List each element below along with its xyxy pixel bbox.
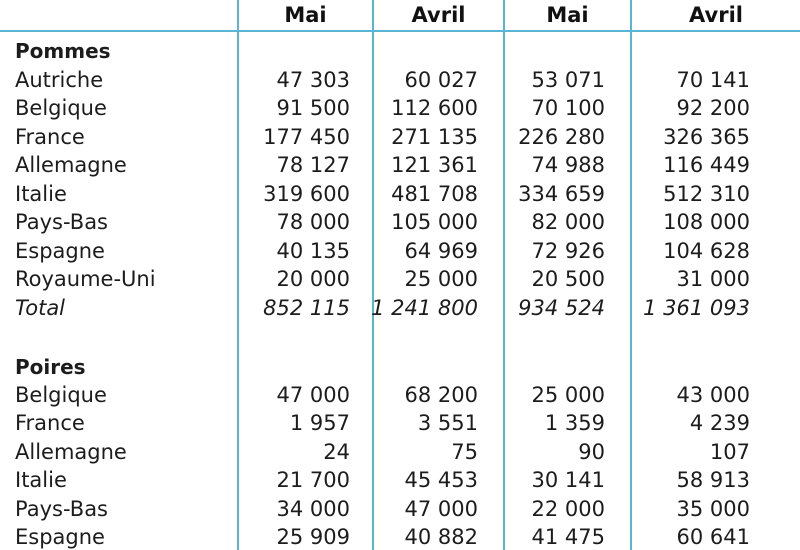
table-row bbox=[0, 265, 800, 293]
cell: 91 500 bbox=[276, 96, 350, 120]
column-header-2: Avril bbox=[411, 3, 466, 27]
cell: 92 200 bbox=[676, 96, 750, 120]
cell: 112 600 bbox=[391, 96, 478, 120]
cell: 934 524 bbox=[518, 296, 605, 320]
cell: 58 913 bbox=[676, 468, 750, 492]
section-header-poires bbox=[0, 353, 800, 381]
cell: 64 969 bbox=[404, 239, 478, 263]
cell: 35 000 bbox=[676, 497, 750, 521]
row-label: Italie bbox=[15, 468, 67, 492]
row-label: Belgique bbox=[15, 383, 107, 407]
cell: 25 000 bbox=[531, 383, 605, 407]
header-divider bbox=[0, 30, 800, 32]
cell: 116 449 bbox=[663, 153, 750, 177]
row-label: France bbox=[15, 125, 85, 149]
cell: 1 361 093 bbox=[643, 296, 750, 320]
cell: 43 000 bbox=[676, 383, 750, 407]
section-title: Poires bbox=[15, 355, 86, 379]
section-header-pommes bbox=[0, 37, 800, 65]
cell: 271 135 bbox=[391, 125, 478, 149]
cell: 72 926 bbox=[531, 239, 605, 263]
cell: 78 000 bbox=[276, 210, 350, 234]
table-row bbox=[0, 151, 800, 179]
column-header-3: Mai bbox=[546, 3, 589, 27]
table-row bbox=[0, 523, 800, 550]
cell: 45 453 bbox=[404, 468, 478, 492]
row-label: Total bbox=[15, 296, 66, 320]
cell: 78 127 bbox=[276, 153, 350, 177]
cell: 70 141 bbox=[676, 68, 750, 92]
cell: 60 027 bbox=[404, 68, 478, 92]
table-row bbox=[0, 180, 800, 208]
row-label: Pays-Bas bbox=[15, 497, 109, 521]
cell: 334 659 bbox=[518, 182, 605, 206]
column-header-4: Avril bbox=[689, 3, 743, 27]
cell: 30 141 bbox=[531, 468, 605, 492]
cell: 70 100 bbox=[531, 96, 605, 120]
cell: 326 365 bbox=[663, 125, 750, 149]
table-row bbox=[0, 495, 800, 523]
row-label: Allemagne bbox=[15, 153, 127, 177]
cell: 47 000 bbox=[404, 497, 478, 521]
cell: 319 600 bbox=[263, 182, 350, 206]
cell: 60 641 bbox=[676, 525, 750, 549]
row-label: Belgique bbox=[15, 96, 107, 120]
table-row bbox=[0, 208, 800, 236]
cell: 1 241 800 bbox=[371, 296, 478, 320]
cell: 177 450 bbox=[263, 125, 350, 149]
cell: 1 359 bbox=[544, 411, 605, 435]
table-row bbox=[0, 381, 800, 409]
cell: 40 882 bbox=[404, 525, 478, 549]
table-row bbox=[0, 409, 800, 437]
cell: 82 000 bbox=[531, 210, 605, 234]
cell: 53 071 bbox=[531, 68, 605, 92]
table-row bbox=[0, 466, 800, 494]
row-label: Espagne bbox=[15, 525, 105, 549]
cell: 105 000 bbox=[391, 210, 478, 234]
cell: 74 988 bbox=[531, 153, 605, 177]
cell: 20 500 bbox=[531, 267, 605, 291]
row-label: Italie bbox=[15, 182, 67, 206]
row-label: Allemagne bbox=[15, 440, 127, 464]
cell: 1 957 bbox=[289, 411, 350, 435]
cell: 47 303 bbox=[276, 68, 350, 92]
cell: 31 000 bbox=[676, 267, 750, 291]
table-row bbox=[0, 94, 800, 122]
cell: 481 708 bbox=[391, 182, 478, 206]
cell: 226 280 bbox=[518, 125, 605, 149]
total-row bbox=[0, 294, 800, 322]
cell: 24 bbox=[323, 440, 350, 464]
column-header-1: Mai bbox=[284, 3, 327, 27]
row-label: France bbox=[15, 411, 85, 435]
cell: 68 200 bbox=[404, 383, 478, 407]
table-row bbox=[0, 123, 800, 151]
cell: 40 135 bbox=[276, 239, 350, 263]
cell: 107 bbox=[709, 440, 750, 464]
table-row bbox=[0, 66, 800, 94]
cell: 47 000 bbox=[276, 383, 350, 407]
row-label: Pays-Bas bbox=[15, 210, 109, 234]
cell: 20 000 bbox=[276, 267, 350, 291]
cell: 90 bbox=[578, 440, 605, 464]
cell: 41 475 bbox=[531, 525, 605, 549]
cell: 21 700 bbox=[276, 468, 350, 492]
cell: 25 000 bbox=[404, 267, 478, 291]
table-row bbox=[0, 237, 800, 265]
cell: 4 239 bbox=[689, 411, 750, 435]
cell: 25 909 bbox=[276, 525, 350, 549]
cell: 34 000 bbox=[276, 497, 350, 521]
cell: 121 361 bbox=[391, 153, 478, 177]
cell: 22 000 bbox=[531, 497, 605, 521]
cell: 104 628 bbox=[663, 239, 750, 263]
row-label: Royaume-Uni bbox=[15, 267, 156, 291]
cell: 75 bbox=[451, 440, 478, 464]
cell: 3 551 bbox=[417, 411, 478, 435]
table-row bbox=[0, 438, 800, 466]
row-label: Autriche bbox=[15, 68, 104, 92]
cell: 108 000 bbox=[663, 210, 750, 234]
cell: 852 115 bbox=[263, 296, 350, 320]
row-label: Espagne bbox=[15, 239, 105, 263]
section-title: Pommes bbox=[15, 39, 111, 63]
cell: 512 310 bbox=[663, 182, 750, 206]
